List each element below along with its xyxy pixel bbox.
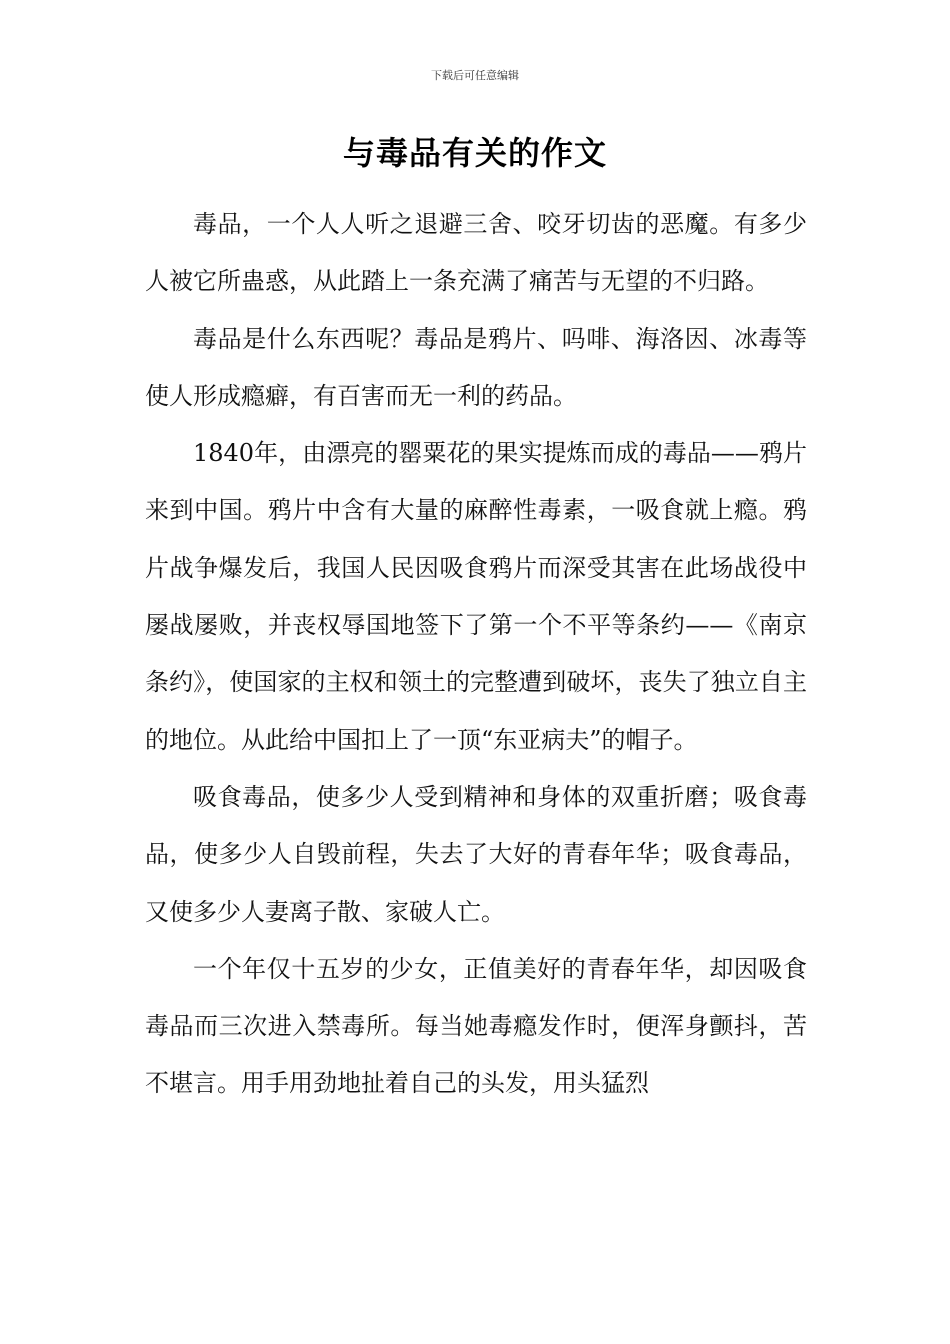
- paragraph-4: 吸食毒品，使多少人受到精神和身体的双重折磨；吸食毒品，使多少人自毁前程，失去了大好的青春年华；吸食毒品，又使多少人妻离子散、家破人亡。: [145, 782, 807, 926]
- header-note: 下载后可任意编辑: [431, 69, 519, 82]
- document-title: 与毒品有关的作文: [342, 134, 607, 172]
- paragraph-1: 毒品，一个人人听之退避三舍、咬牙切齿的恶魔。有多少人被它所蛊惑，从此踏上一条充满了痛苦与无望的不归路。: [145, 210, 807, 296]
- paragraph-3: 1840年，由漂亮的罂粟花的果实提炼而成的毒品——鸦片来到中国。鸦片中含有大量的麻醉性毒素，一吸食就上瘾。鸦片战争爆发后，我国人民因吸食鸦片而深受其害在此场战役中屡战屡败，并丧权辱国地签下了第一个不平等条约——《南京条约》，使国家的主权和领土的完整遭到破坏，丧失了独立自主的地位。从此给中国扣上了一顶“东亚病夫”的帽子。: [145, 439, 807, 754]
- paragraph-5: 一个年仅十五岁的少女，正值美好的青春年华，却因吸食毒品而三次进入禁毒所。每当她毒瘾发作时，便浑身颤抖，苦不堪言。用手用劲地扯着自己的头发，用头猛烈: [145, 954, 807, 1098]
- paragraph-2: 毒品是什么东西呢？毒品是鸦片、吗啡、海洛因、冰毒等使人形成瘾癖，有百害而无一利的药品。: [145, 324, 807, 410]
- document-body: [145, 196, 807, 1113]
